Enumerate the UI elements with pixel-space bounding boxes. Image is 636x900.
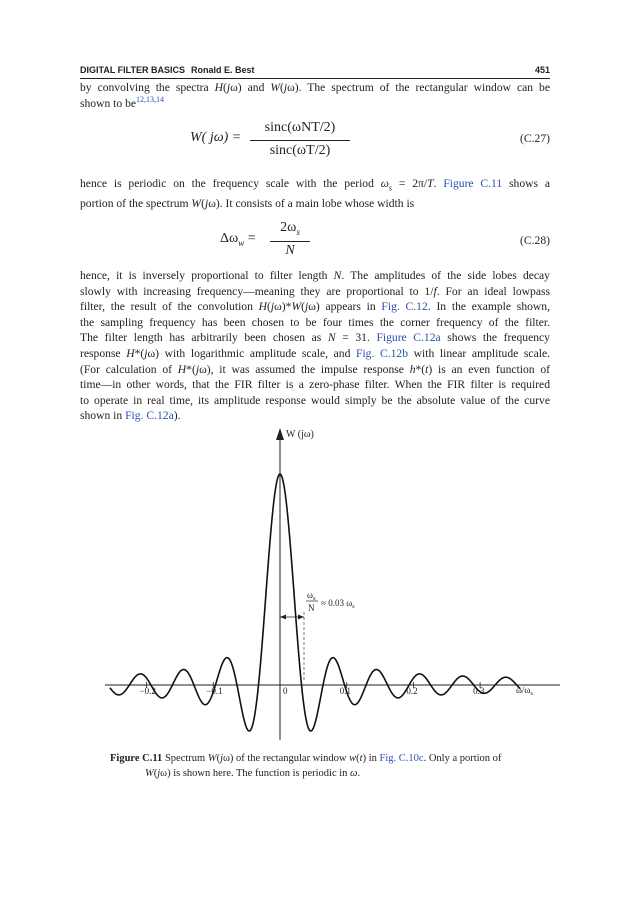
- annotation-denominator: N: [308, 603, 315, 613]
- figure-label: Figure C.11: [110, 753, 163, 764]
- figure-link[interactable]: Fig. C.12a: [125, 409, 174, 423]
- equation-numerator: $2\omega_s$: [280, 220, 300, 237]
- x-tick-label: 0: [283, 686, 288, 696]
- equation-denominator: N: [285, 243, 295, 258]
- equation-lhs: $\Delta\omega_w$ =: [220, 231, 256, 248]
- text-line: (For calculation of H*(jω), it was assumed the impulse response h*(t) is an even function of: [80, 362, 550, 376]
- figure-link[interactable]: Figure C.12a: [376, 331, 441, 345]
- equation-number: (C.28): [520, 234, 550, 247]
- x-tick-label: −0.2: [139, 686, 156, 696]
- fraction-bar: [250, 140, 350, 141]
- text-line: slowly with increasing frequency—meaning they are proportional to 1/f. For an ideal lowpass: [80, 284, 550, 298]
- text-line: filter, the result of the convolution H(jω)*W(jω) appears in Fig. C.12. In the example shown,: [80, 300, 550, 314]
- figure-link[interactable]: Fig. C.10c: [379, 753, 424, 764]
- annotation-numerator: $\omega_s$: [307, 590, 316, 602]
- text-line: hence, it is inversely proportional to filter length N. The amplitudes of the side lobes decay: [80, 269, 550, 282]
- y-axis-arrow: [276, 428, 284, 440]
- text-line: time—in other words, that the FIR filter is a zero-phase filter. When the FIR filter is required: [80, 378, 550, 392]
- x-tick-label: 0.3: [473, 686, 485, 696]
- text-line: response H*(jω) with logarithmic amplitude scale, and Fig. C.12b with linear amplitude scale.: [80, 346, 550, 360]
- text-line: portion of the spectrum W(jω). It consists of a main lobe whose width is: [80, 196, 415, 210]
- figure-link[interactable]: Fig. C.12: [381, 300, 428, 314]
- paragraph-intro: [80, 80, 550, 111]
- paragraph-period: [80, 176, 550, 212]
- text-line: by convolving the spectra H(jω) and W(jω). The spectrum of the rectangular window can be: [80, 81, 550, 94]
- paragraph-sidelobes: [80, 268, 550, 424]
- page-number: 451: [534, 65, 550, 75]
- header-section: DIGITAL FILTER BASICS: [80, 65, 185, 75]
- equation-c27: [80, 118, 550, 162]
- equation-numerator: sinc(ωNT/2): [264, 120, 336, 135]
- figure-caption: [110, 752, 550, 781]
- text-line: shown to be$^{12,13,14}$: [80, 94, 165, 110]
- x-tick-label: 0.2: [406, 686, 418, 696]
- text-line: hence is periodic on the frequency scale with the period $\omega_s = 2\pi/T$. Figure C.11 shows a: [80, 177, 551, 193]
- equation-number: (C.27): [520, 132, 550, 145]
- text-line: The filter length has arbitrarily been chosen as N = 31. Figure C.12a shows the frequency: [80, 331, 550, 345]
- equation-denominator: sinc(ωT/2): [269, 143, 331, 158]
- equation-lhs: W( jω) =: [190, 130, 242, 145]
- equation-c28: [80, 218, 550, 262]
- x-ticks: [140, 682, 485, 696]
- x-tick-label: 0.1: [339, 686, 351, 696]
- text-line: the sampling frequency has been chosen to be four times the corner frequency of the filter.: [80, 315, 550, 329]
- header-title: [80, 65, 255, 75]
- text-line: shown in Fig. C.12a).: [80, 409, 181, 423]
- fraction-bar: [270, 241, 310, 242]
- figure-link[interactable]: Fig. C.12b: [356, 346, 409, 360]
- figure-link[interactable]: Figure C.11: [443, 177, 503, 190]
- annotation-approx: ≈ 0.03 $\omega_s$: [321, 598, 355, 610]
- running-header: [80, 64, 550, 79]
- spectrum-curve: [110, 474, 520, 731]
- caption-line: W(jω) is shown here. The function is periodic in ω.: [145, 767, 361, 779]
- x-axis-label: $\omega/\omega_s$: [516, 685, 533, 697]
- dimension-arrow-right: [298, 615, 304, 620]
- reference-link[interactable]: 12,13,14: [136, 94, 165, 104]
- text-line: to operate in real time, its amplitude response would simply be the absolute value of the curve: [80, 393, 550, 407]
- dimension-arrow-left: [280, 615, 286, 620]
- y-axis-label: W (jω): [286, 429, 314, 440]
- header-author: Ronald E. Best: [191, 65, 255, 75]
- x-tick-label: −0.1: [206, 686, 223, 696]
- caption-line: Figure C.11 Spectrum W(jω) of the rectangular window w(t) in Fig. C.10c. Only a portion of: [110, 753, 502, 764]
